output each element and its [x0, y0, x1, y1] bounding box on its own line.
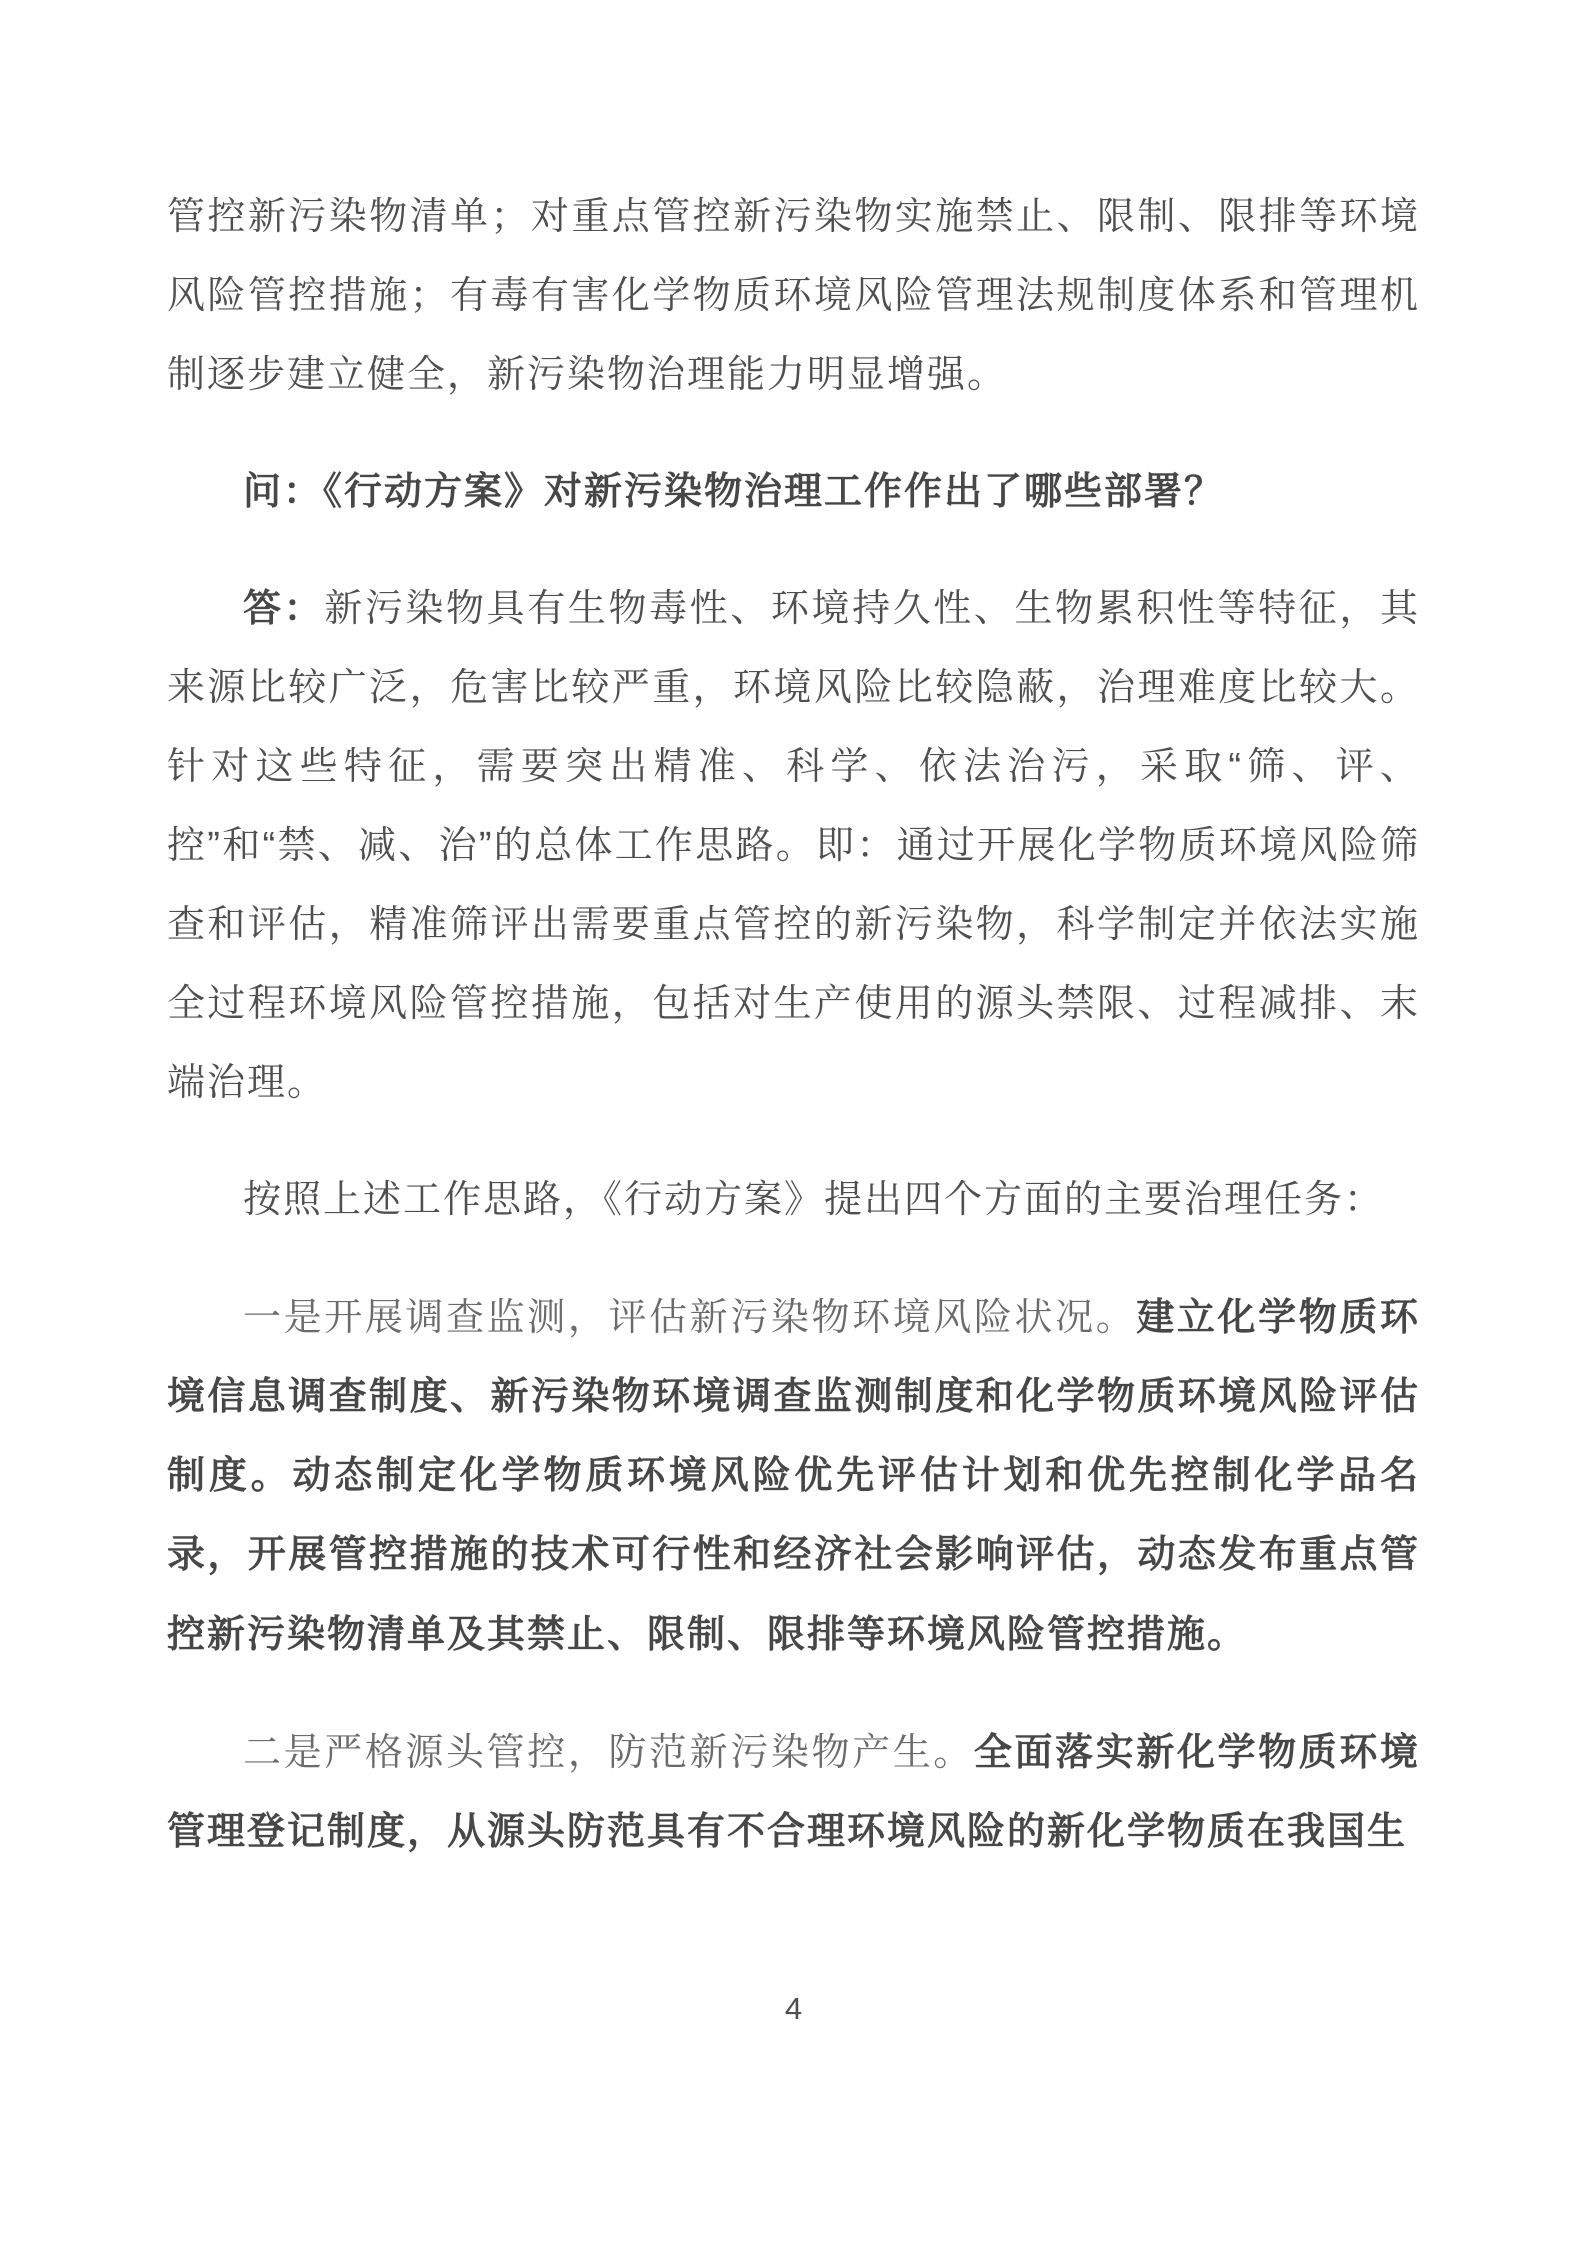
paragraph-continuation-text: 管控新污染物清单；对重点管控新污染物实施禁止、限制、限排等环境风险管控措施；有毒有害化学物质环境风险管理法规制度体系和管理机制逐步建立健全，新污染物治理能力明显增强。 — [167, 196, 1420, 397]
intro-paragraph — [167, 1161, 1420, 1240]
task-2-lead-sentence: 二是严格源头管控，防范新污染物产生。 — [243, 1729, 974, 1774]
paragraph-continuation — [167, 178, 1420, 415]
answer-paragraph — [167, 570, 1420, 1123]
task-1-body-text: 建立化学物质环境信息调查制度、新污染物环境调查监测制度和化学物质环境风险评估制度。动态制定化学物质环境风险优先评估计划和优先控制化学品名录，开展管控措施的技术可行性和经济社会影响评估，动态发布重点管控新污染物清单及其禁止、限制、限排等环境风险管控措施。 — [167, 1297, 1420, 1656]
task-1-lead-sentence: 一是开展调查监测，评估新污染物环境风险状况。 — [243, 1295, 1137, 1340]
answer-lead-label: 答： — [243, 588, 325, 631]
task-2-paragraph — [167, 1713, 1420, 1872]
page-number: 4 — [784, 1991, 803, 2026]
answer-body-text: 新污染物具有生物毒性、环境持久性、生物累积性等特征，其来源比较广泛，危害比较严重，环境风险比较隐蔽，治理难度比较大。针对这些特征，需要突出精准、科学、依法治污，采取“筛、评、控”和“禁、减、治”的总体工作思路。即：通过开展化学物质环境风险筛查和评估，精准筛评出需要重点管控的新污染物，科学制定并依法实施全过程环境风险管控措施，包括对生产使用的源头禁限、过程减排、末端治理。 — [167, 588, 1420, 1105]
task-2-body-text: 全面落实新化学物质环境管理登记制度，从源头防范具有不合理环境风险的新化学物质在我国生 — [167, 1731, 1420, 1853]
question-heading-text: 问：《行动方案》对新污染物治理工作作出了哪些部署？ — [243, 471, 1225, 514]
task-1-paragraph — [167, 1278, 1420, 1674]
question-heading — [167, 453, 1420, 532]
intro-text: 按照上述工作思路，《行动方案》提出四个方面的主要治理任务： — [243, 1179, 1385, 1222]
document-content — [167, 178, 1420, 1910]
